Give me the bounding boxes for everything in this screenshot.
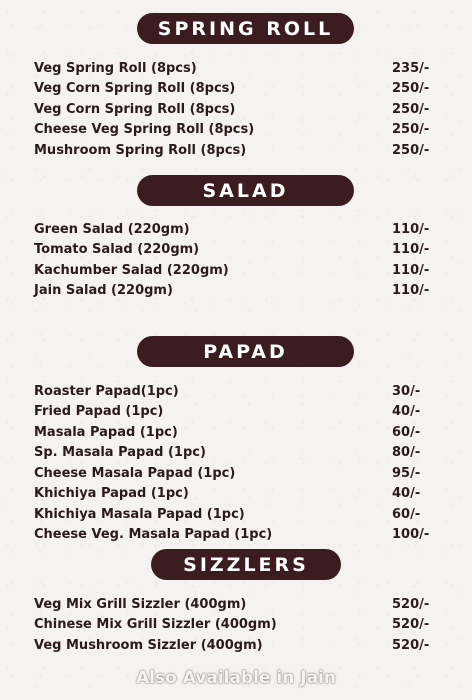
item-price: 100/- [392, 527, 430, 543]
menu-item [34, 79, 432, 100]
menu-item [34, 422, 432, 443]
item-name: Green Salad (220gm) [34, 221, 190, 237]
section-title: SIZZLERS [183, 553, 309, 576]
item-price: 520/- [392, 596, 430, 612]
item-name: Fried Papad (1pc) [34, 404, 164, 420]
item-price: 60/- [392, 424, 421, 440]
item-name: Veg Mix Grill Sizzler (400gm) [34, 596, 247, 612]
menu-item [34, 58, 432, 79]
item-price: 95/- [392, 465, 421, 481]
item-price: 80/- [392, 445, 421, 461]
item-price: 520/- [392, 637, 430, 653]
item-name: Masala Papad (1pc) [34, 424, 178, 440]
menu-item-list [34, 219, 432, 301]
item-name: Kachumber Salad (220gm) [34, 262, 229, 278]
menu-item [34, 240, 432, 261]
menu-item [34, 99, 432, 120]
menu-item [34, 594, 432, 615]
menu-item [34, 443, 432, 464]
item-name: Khichiya Papad (1pc) [34, 486, 189, 502]
item-name: Tomato Salad (220gm) [34, 242, 200, 258]
menu-item [34, 402, 432, 423]
section-title-banner [137, 13, 354, 44]
menu-item [34, 281, 432, 302]
section-title: SPRING ROLL [157, 17, 334, 40]
menu-item [34, 525, 432, 546]
section-title: PAPAD [203, 340, 288, 363]
item-price: 250/- [392, 122, 430, 138]
menu-item [34, 504, 432, 525]
item-price: 235/- [392, 60, 430, 76]
item-price: 110/- [392, 221, 430, 237]
item-price: 250/- [392, 142, 430, 158]
item-name: Mushroom Spring Roll (8pcs) [34, 142, 247, 158]
item-name: Roaster Papad(1pc) [34, 383, 179, 399]
item-name: Sp. Masala Papad (1pc) [34, 445, 206, 461]
menu-item-list [34, 594, 432, 656]
item-price: 250/- [392, 81, 430, 97]
item-name: Cheese Masala Papad (1pc) [34, 465, 236, 481]
menu-item [34, 615, 432, 636]
section-title-banner [151, 549, 341, 580]
item-name: Cheese Veg. Masala Papad (1pc) [34, 527, 273, 543]
item-name: Veg Corn Spring Roll (8pcs) [34, 81, 236, 97]
item-name: Cheese Veg Spring Roll (8pcs) [34, 122, 255, 138]
item-price: 40/- [392, 486, 421, 502]
menu-item [34, 120, 432, 141]
item-price: 110/- [392, 242, 430, 258]
item-price: 30/- [392, 383, 421, 399]
item-price: 110/- [392, 283, 430, 299]
item-price: 110/- [392, 262, 430, 278]
menu-item [34, 219, 432, 240]
item-name: Chinese Mix Grill Sizzler (400gm) [34, 617, 277, 633]
item-price: 250/- [392, 101, 430, 117]
menu-item [34, 140, 432, 161]
jain-availability-note: Also Available in Jain [136, 668, 336, 688]
menu-item-list [34, 58, 432, 161]
menu-item [34, 463, 432, 484]
section-title-banner [137, 336, 354, 367]
item-price: 40/- [392, 404, 421, 420]
item-name: Jain Salad (220gm) [34, 283, 173, 299]
menu-item-list [34, 381, 432, 545]
item-name: Veg Spring Roll (8pcs) [34, 60, 197, 76]
section-title: SALAD [202, 179, 289, 202]
item-name: Khichiya Masala Papad (1pc) [34, 506, 245, 522]
item-price: 60/- [392, 506, 421, 522]
menu-item [34, 484, 432, 505]
item-price: 520/- [392, 617, 430, 633]
menu-item [34, 381, 432, 402]
section-title-banner [137, 175, 354, 206]
item-name: Veg Mushroom Sizzler (400gm) [34, 637, 263, 653]
menu-item [34, 260, 432, 281]
menu-item [34, 635, 432, 656]
item-name: Veg Corn Spring Roll (8pcs) [34, 101, 236, 117]
